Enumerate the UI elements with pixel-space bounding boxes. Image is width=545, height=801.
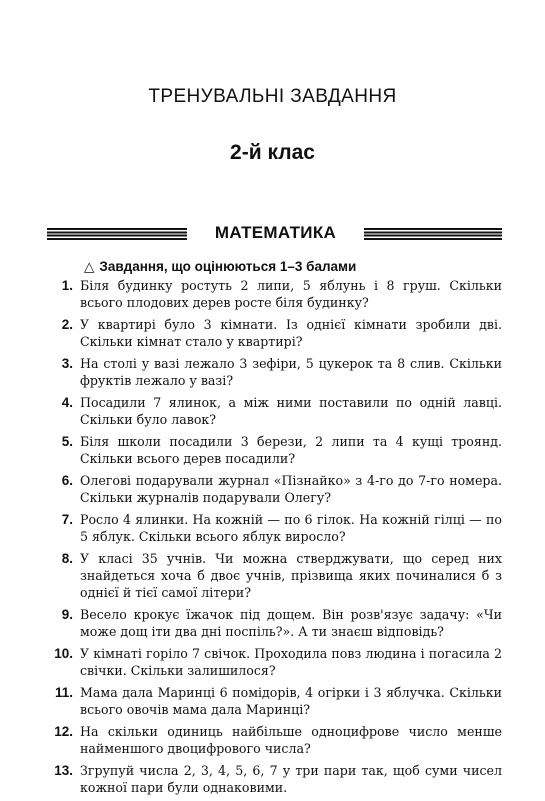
task-number: 4. [61,395,73,410]
task-item [47,433,502,467]
task-text: Олегові подарували журнал «Пізнайко» з 4-го до 7-го номера. Скільки журналів подарували Олегу? [80,473,502,505]
task-number: 10. [54,646,73,661]
task-number: 2. [61,317,73,332]
task-text: У кімнаті горіло 7 свічок. Проходила повз людина і погасила 2 свічки. Скільки залишилося? [80,646,502,678]
task-text: Біля школи посадили 3 берези, 2 липи та 4 кущі троянд. Скільки всього дерев посадили? [80,434,502,466]
task-text: Згрупуй числа 2, 3, 4, 5, 6, 7 у три пари так, щоб суми чисел кожної пари були однаковими. [80,763,502,795]
task-item [47,606,502,640]
task-item [47,511,502,545]
task-item [47,723,502,757]
task-number: 13. [54,763,73,778]
task-item [47,645,502,679]
task-number: 6. [61,473,73,488]
task-item [47,472,502,506]
task-item [47,762,502,796]
task-number: 5. [61,434,73,449]
task-number: 9. [61,607,73,622]
task-text: Росло 4 ялинки. На кожній — по 6 гілок. На кожній гілці — по 5 яблук. Скільки всього яблук виросло? [80,512,502,544]
task-number: 3. [61,356,73,371]
triangle-icon: △ [84,259,95,274]
difficulty-label [84,259,356,275]
task-text: Весело крокує їжачок під дощем. Він розв'язує задачу: «Чи може дощ іти два дні поспіль?». А ти знаєш відповідь? [80,607,502,639]
task-item [47,550,502,601]
task-list [47,277,502,801]
task-item [47,277,502,311]
task-number: 8. [61,551,73,566]
task-item [47,684,502,718]
task-number: 11. [54,685,73,700]
section-header [47,223,502,247]
section-title: МАТЕМАТИКА [214,223,337,242]
task-text: На столі у вазі лежало 3 зефіри, 5 цукерок та 8 слив. Скільки фруктів лежало у вазі? [80,356,502,388]
task-number: 7. [61,512,73,527]
task-text: Посадили 7 ялинок, а між ними поставили по одній лавці. Скільки було лавок? [80,395,502,427]
decorative-rule-left [47,228,187,240]
difficulty-text: Завдання, що оцінюються 1–3 балами [99,259,357,274]
task-text: На скільки одиниць найбільше одноцифрове число менше найменшого двоцифрового числа? [80,724,502,756]
task-text: У класі 35 учнів. Чи можна стверджувати, що серед них знайдеться хоча б двоє учнів, прізвища яких починалися б з однієї й тієї самої літери? [80,551,502,600]
task-item [47,394,502,428]
page-title: ТРЕНУВАЛЬНІ ЗАВДАННЯ [148,86,397,107]
decorative-rule-right [364,228,502,240]
task-item [47,355,502,389]
grade-heading: 2-й клас [230,141,315,164]
task-number: 12. [54,724,73,739]
task-text: Мама дала Маринці 6 помідорів, 4 огірки і 3 яблучка. Скільки всього овочів мама дала Маринці? [80,685,502,717]
task-item [47,316,502,350]
task-number: 1. [61,278,73,293]
task-text: Біля будинку ростуть 2 липи, 5 яблунь і 8 груш. Скільки всього плодових дерев росте біля будинку? [80,278,502,310]
task-text: У квартирі було 3 кімнати. Із однієї кімнати зробили дві. Скільки кімнат стало у квартирі? [80,317,502,349]
